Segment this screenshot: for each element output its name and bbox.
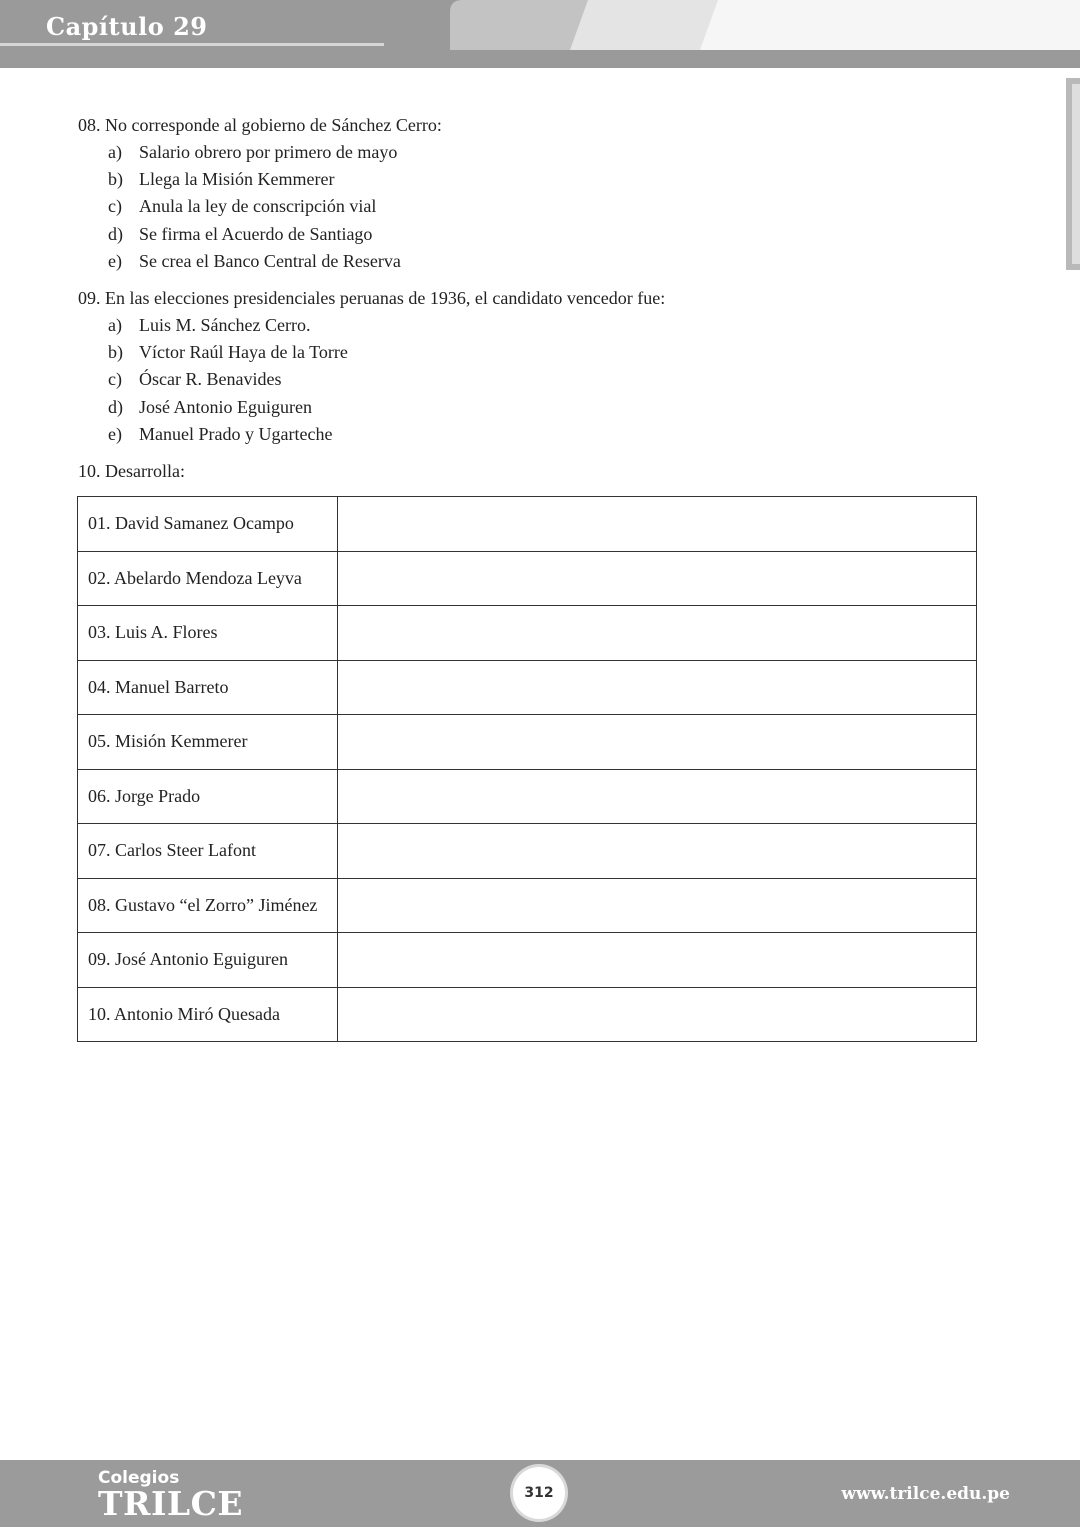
answer-cell[interactable] xyxy=(338,769,977,824)
row-term: 04. Manuel Barreto xyxy=(78,660,338,715)
answer-cell[interactable] xyxy=(338,660,977,715)
answer-cell[interactable] xyxy=(338,497,977,552)
option-item: d) José Antonio Eguiguren xyxy=(108,396,312,417)
options-list xyxy=(78,139,442,275)
option-item: c) Óscar R. Benavides xyxy=(108,369,282,390)
answer-cell[interactable] xyxy=(338,824,977,879)
chapter-title: Capítulo 29 xyxy=(46,12,208,41)
brand-name: TRILCE xyxy=(98,1484,244,1523)
table-row xyxy=(78,769,977,824)
option-item: a) Salario obrero por primero de mayo xyxy=(108,142,398,162)
question-08 xyxy=(78,112,442,275)
brand-logo xyxy=(98,1468,244,1523)
table-row xyxy=(78,878,977,933)
answer-cell[interactable] xyxy=(338,987,977,1042)
option-item: a) Luis M. Sánchez Cerro. xyxy=(108,315,311,335)
answer-cell[interactable] xyxy=(338,551,977,606)
table-row xyxy=(78,715,977,770)
page-number: 312 xyxy=(513,1467,565,1519)
option-item: b) Víctor Raúl Haya de la Torre xyxy=(108,342,348,363)
question-text: 09. En las elecciones presidenciales peruanas de 1936, el candidato vencedor fue: xyxy=(78,288,666,308)
table-row xyxy=(78,933,977,988)
row-term: 03. Luis A. Flores xyxy=(78,606,338,661)
answer-cell[interactable] xyxy=(338,715,977,770)
website-link[interactable]: www.trilce.edu.pe xyxy=(841,1484,1010,1504)
answer-cell[interactable] xyxy=(338,878,977,933)
option-item: e) Se crea el Banco Central de Reserva xyxy=(108,250,401,271)
row-term: 01. David Samanez Ocampo xyxy=(78,497,338,552)
table-row xyxy=(78,606,977,661)
row-term: 10. Antonio Miró Quesada xyxy=(78,987,338,1042)
table-row xyxy=(78,551,977,606)
options-list xyxy=(78,312,665,448)
brand-small-text: Colegios xyxy=(98,1468,180,1488)
table-row xyxy=(78,987,977,1042)
table-row xyxy=(78,824,977,879)
option-item: e) Manuel Prado y Ugarteche xyxy=(108,423,333,444)
question-text: 08. No corresponde al gobierno de Sánchez Cerro: xyxy=(78,115,442,135)
row-term: 09. José Antonio Eguiguren xyxy=(78,933,338,988)
table-row xyxy=(78,660,977,715)
option-item: d) Se firma el Acuerdo de Santiago xyxy=(108,223,373,244)
page-header xyxy=(0,0,1080,68)
answer-cell[interactable] xyxy=(338,606,977,661)
row-term: 06. Jorge Prado xyxy=(78,769,338,824)
question-text: 10. Desarrolla: xyxy=(78,461,185,481)
option-item: c) Anula la ley de conscripción vial xyxy=(108,196,377,217)
row-term: 05. Misión Kemmerer xyxy=(78,715,338,770)
question-10 xyxy=(78,458,185,485)
table-row xyxy=(78,497,977,552)
option-item: b) Llega la Misión Kemmerer xyxy=(108,169,335,190)
row-term: 08. Gustavo “el Zorro” Jiménez xyxy=(78,878,338,933)
row-term: 07. Carlos Steer Lafont xyxy=(78,824,338,879)
row-term: 02. Abelardo Mendoza Leyva xyxy=(78,551,338,606)
page-footer xyxy=(0,1460,1080,1527)
answer-cell[interactable] xyxy=(338,933,977,988)
scrollbar-thumb[interactable] xyxy=(1072,84,1080,264)
question-09 xyxy=(78,285,665,448)
development-table xyxy=(77,496,977,1042)
